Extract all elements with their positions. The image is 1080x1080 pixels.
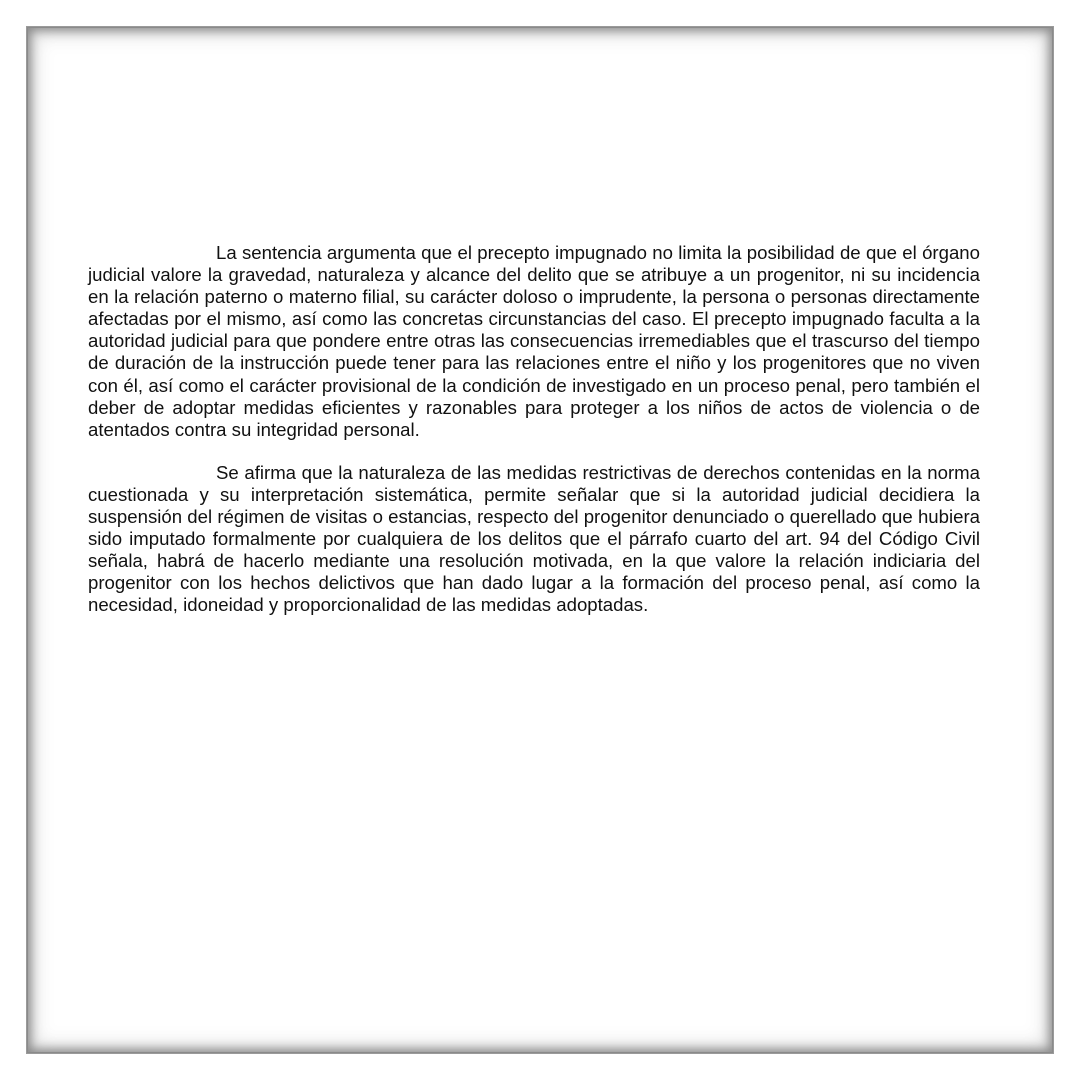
paragraph-2: Se afirma que la naturaleza de las medidas restrictivas de derechos contenidas en la norma cuestionada y su interpretación sistemática, permite señalar que si la autoridad judicial decidiera la suspensión del régimen de visitas o estancias, respecto del progenitor denunciado o querellado que hubiera sido imputado formalmente por cualquiera de los delitos que el párrafo cuarto del art. 94 del Código Civil señala, habrá de hacerlo mediante una resolución motivada, en la que valore la relación indiciaria del progenitor con los hechos delictivos que han dado lugar a la formación del proceso penal, así como la necesidad, idoneidad y proporcionalidad de las medidas adoptadas.	[88, 461, 980, 616]
paragraph-1: La sentencia argumenta que el precepto impugnado no limita la posibilidad de que el órgano judicial valore la gravedad, naturaleza y alcance del delito que se atribuye a un progenitor, ni su incidencia en la relación paterno o materno filial, su carácter doloso o imprudente, la persona o personas directamente afectadas por el mismo, así como las concretas circunstancias del caso. El precepto impugnado faculta a la autoridad judicial para que pondere entre otras las consecuencias irremediables que el trascurso del tiempo de duración de la instrucción puede tener para las relaciones entre el niño y los progenitores que no viven con él, así como el carácter provisional de la condición de investigado en un proceso penal, pero también el deber de adoptar medidas eficientes y razonables para proteger a los niños de actos de violencia o de atentados contra su integridad personal.	[88, 242, 980, 440]
document-body	[88, 242, 980, 638]
